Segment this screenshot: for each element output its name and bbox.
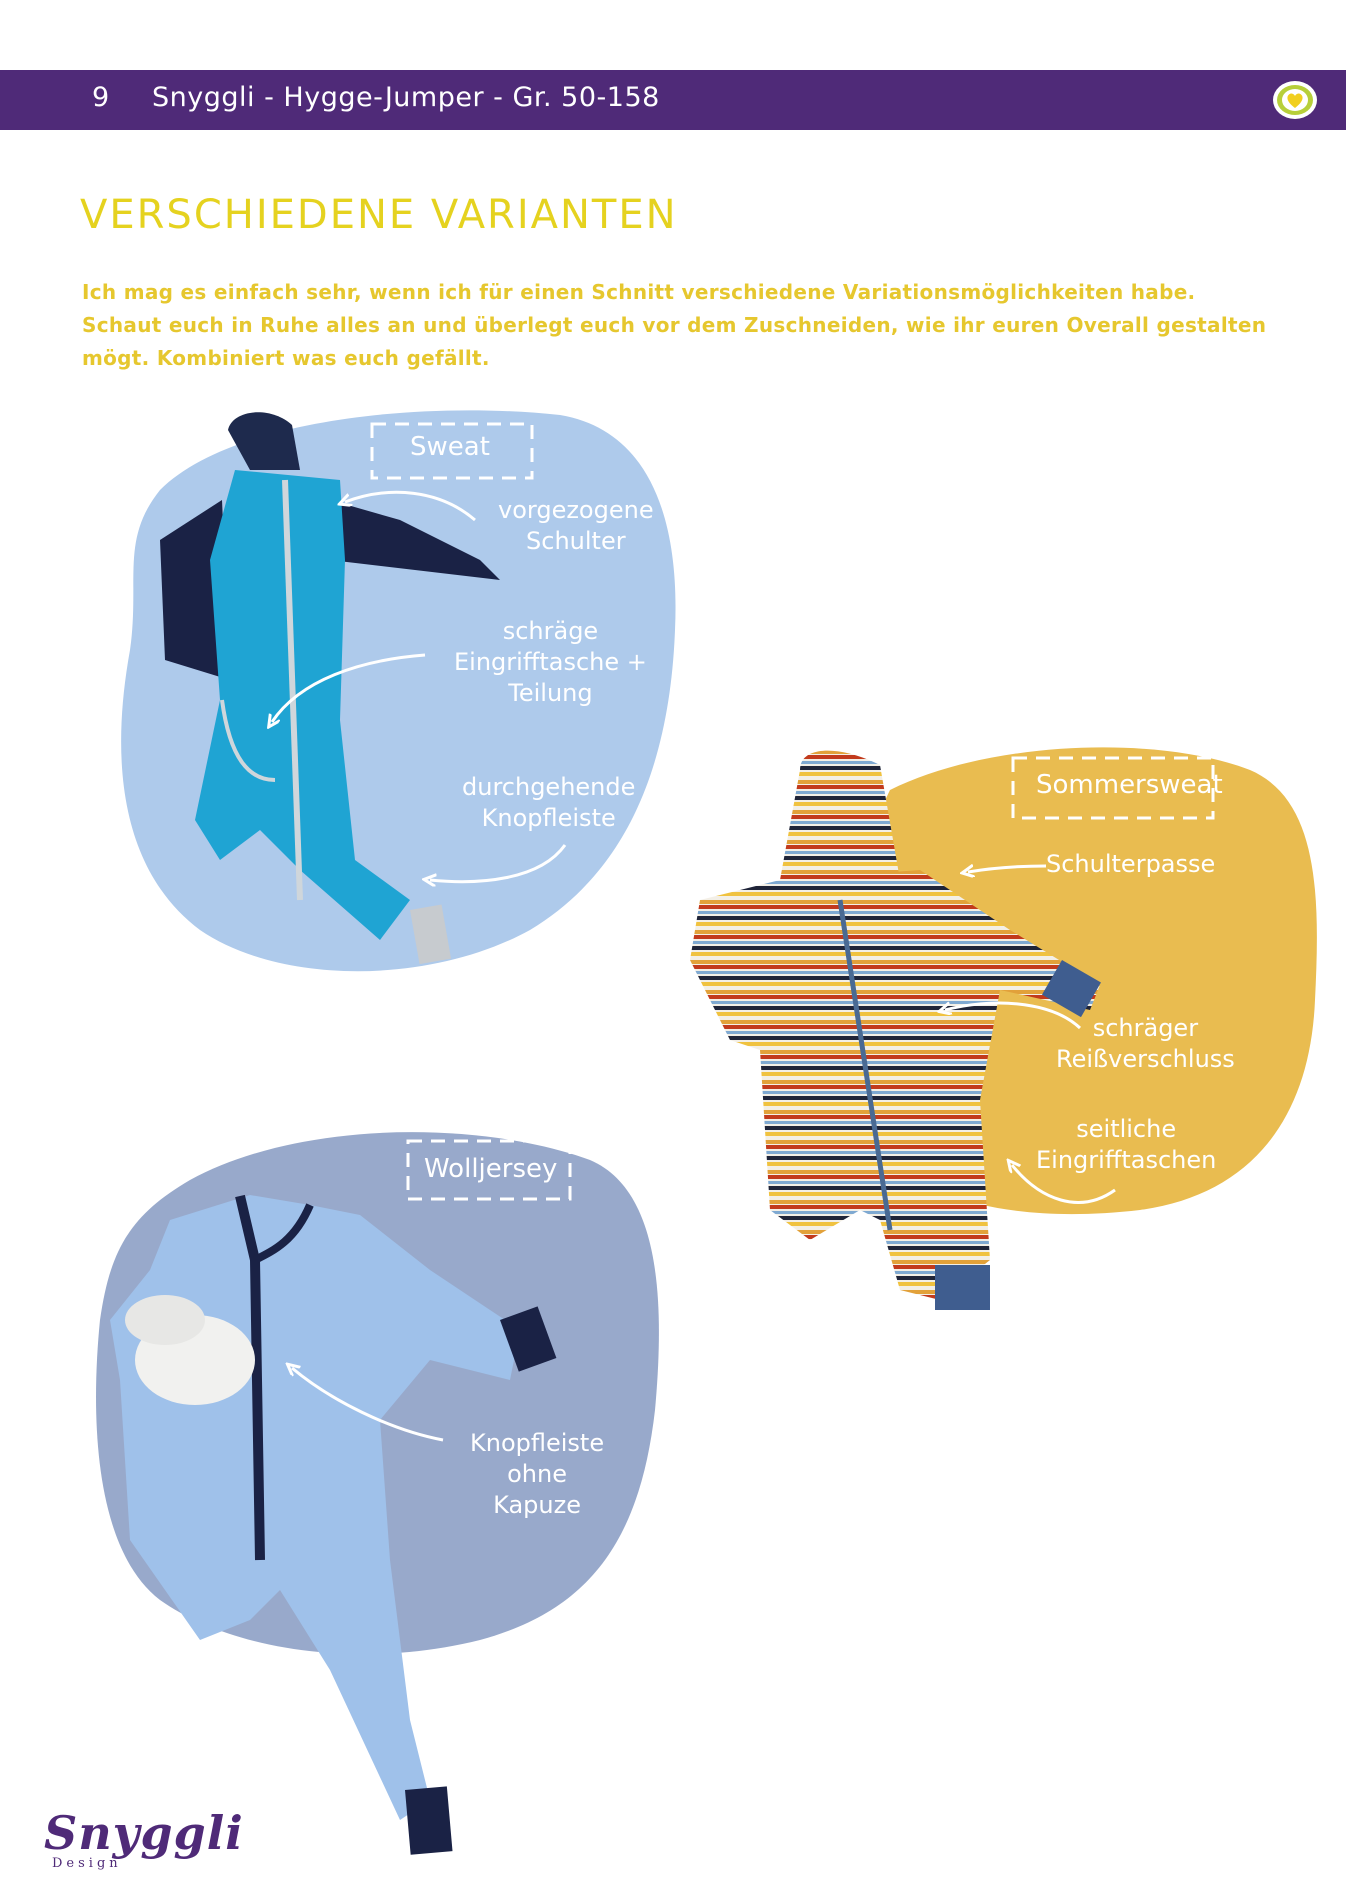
label-line: Kapuze — [493, 1491, 581, 1519]
label-shoulder — [498, 495, 654, 557]
footer-brand: Snyggli — [44, 1806, 244, 1860]
label-line: vorgezogene — [498, 496, 654, 524]
label-line: Teilung — [508, 679, 593, 707]
label-line: seitliche — [1076, 1115, 1177, 1143]
page-number: 9 — [92, 82, 110, 113]
label-line: Knopfleiste — [470, 1429, 605, 1457]
label-button-placket — [462, 772, 635, 834]
header-title: Snyggli - Hygge-Jumper - Gr. 50-158 — [152, 82, 660, 113]
intro-line: Ich mag es einfach sehr, wenn ich für einen Schnitt verschiedene Variationsmöglichkeiten habe. — [82, 280, 1196, 304]
footer-sub: Design — [52, 1856, 122, 1871]
fabric-tag-wolljersey: Wolljersey — [424, 1154, 558, 1184]
label-line: Reißverschluss — [1056, 1045, 1235, 1073]
label-line: Eingrifftasche + — [454, 648, 647, 676]
section-title: VERSCHIEDENE VARIANTEN — [80, 192, 678, 238]
label-line: Schulter — [526, 527, 626, 555]
label-shoulder-yoke — [1046, 849, 1215, 880]
label-line: Eingrifftaschen — [1036, 1146, 1217, 1174]
label-line: schräger — [1092, 1014, 1199, 1042]
label-placket-no-hood — [470, 1428, 604, 1521]
label-line: Schulterpasse — [1046, 850, 1216, 878]
label-zipper — [1056, 1013, 1235, 1075]
fabric-tag-sommersweat: Sommersweat — [1036, 770, 1223, 800]
label-line: Knopfleiste — [481, 804, 616, 832]
label-line: ohne — [507, 1460, 567, 1488]
intro-line: mögt. Kombiniert was euch gefällt. — [82, 346, 490, 370]
intro-line: Schaut euch in Ruhe alles an und überlegt euch vor dem Zuschneiden, wie ihr euren Overall gestalten — [82, 313, 1267, 337]
label-line: durchgehende — [462, 773, 636, 801]
footer-logo — [44, 1806, 244, 1871]
label-side-pockets — [1036, 1114, 1216, 1176]
label-line: schräge — [502, 617, 599, 645]
fabric-tag-sweat: Sweat — [410, 432, 490, 462]
label-pocket — [454, 616, 647, 709]
